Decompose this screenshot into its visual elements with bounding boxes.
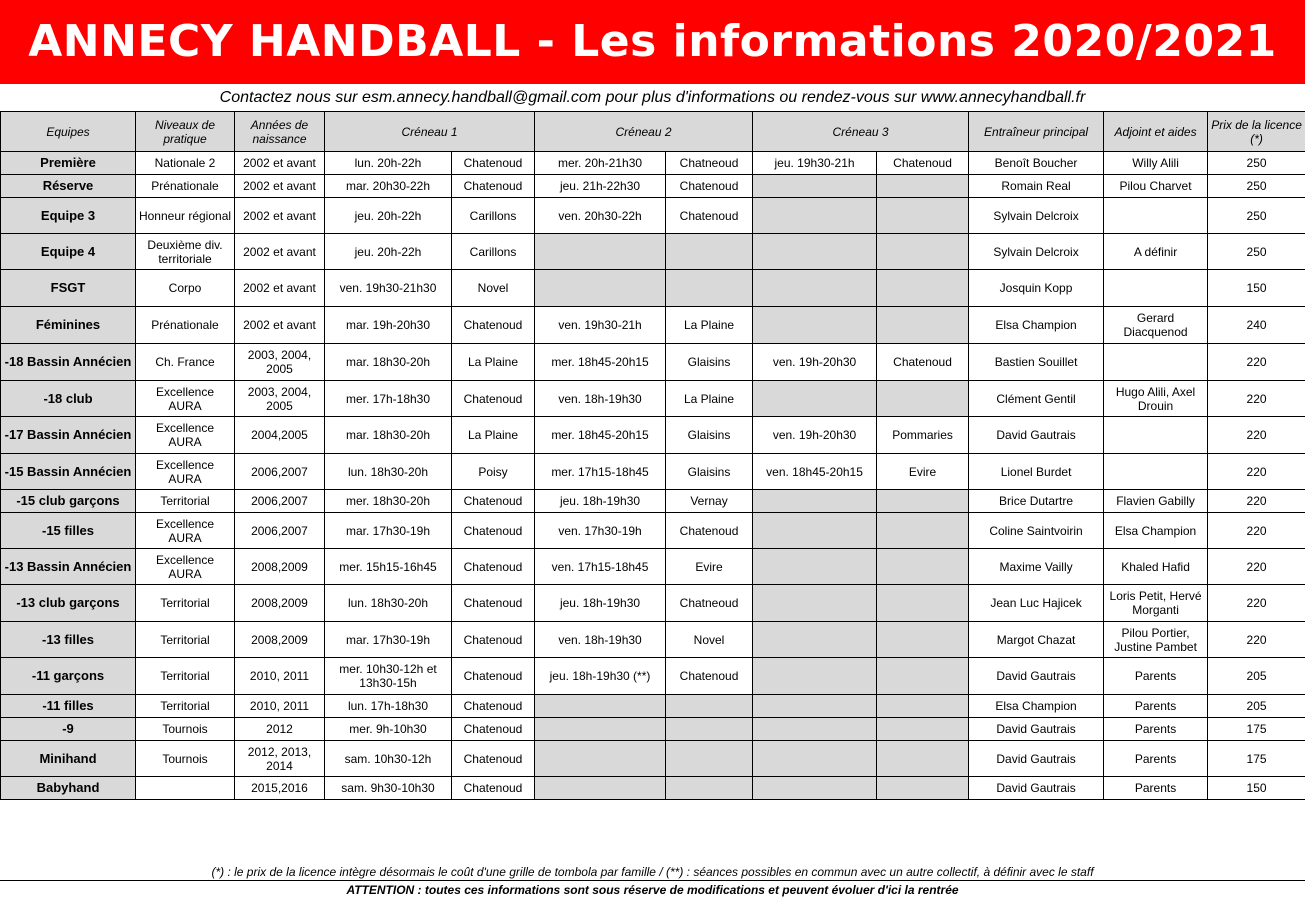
creneau2-time-cell: mer. 17h15-18h45: [535, 454, 666, 490]
creneau3-time-cell: [753, 513, 877, 549]
table-row: [1, 381, 1305, 417]
creneau1-place-cell: Poisy: [452, 454, 535, 490]
assistant-cell: Parents: [1104, 741, 1208, 777]
creneau2-time-cell: [535, 777, 666, 800]
coach-cell: Margot Chazat: [969, 622, 1104, 658]
price-cell: 250: [1208, 152, 1305, 175]
years-cell: 2002 et avant: [235, 270, 325, 307]
team-cell: -15 Bassin Annécien: [1, 454, 136, 490]
creneau2-place-cell: Chatenoud: [666, 658, 753, 695]
creneau2-time-cell: ven. 20h30-22h: [535, 198, 666, 234]
table-row: [1, 307, 1305, 344]
creneau1-time-cell: mar. 20h30-22h: [325, 175, 452, 198]
creneau2-place-cell: La Plaine: [666, 381, 753, 417]
creneau3-place-cell: [877, 270, 969, 307]
table-row: [1, 513, 1305, 549]
creneau1-time-cell: sam. 9h30-10h30: [325, 777, 452, 800]
creneau2-time-cell: ven. 19h30-21h: [535, 307, 666, 344]
level-cell: Excellence AURA: [136, 549, 235, 585]
creneau2-place-cell: Glaisins: [666, 344, 753, 381]
price-cell: 220: [1208, 585, 1305, 622]
table-row: [1, 490, 1305, 513]
creneau1-time-cell: lun. 17h-18h30: [325, 695, 452, 718]
creneau2-time-cell: mer. 18h45-20h15: [535, 417, 666, 454]
creneau3-place-cell: [877, 198, 969, 234]
header-creneau-3: Créneau 3: [753, 112, 969, 152]
creneau3-place-cell: [877, 585, 969, 622]
coach-cell: Maxime Vailly: [969, 549, 1104, 585]
creneau1-time-cell: jeu. 20h-22h: [325, 198, 452, 234]
creneau1-place-cell: Chatenoud: [452, 695, 535, 718]
creneau1-time-cell: mar. 18h30-20h: [325, 344, 452, 381]
header-equipes: Equipes: [1, 112, 136, 152]
creneau3-time-cell: [753, 490, 877, 513]
assistant-cell: Gerard Diacquenod: [1104, 307, 1208, 344]
price-cell: 175: [1208, 718, 1305, 741]
years-cell: 2002 et avant: [235, 152, 325, 175]
level-cell: Excellence AURA: [136, 513, 235, 549]
creneau1-place-cell: Chatenoud: [452, 381, 535, 417]
creneau1-place-cell: Chatenoud: [452, 658, 535, 695]
years-cell: 2002 et avant: [235, 198, 325, 234]
team-cell: FSGT: [1, 270, 136, 307]
header-entraineur: Entraîneur principal: [969, 112, 1104, 152]
creneau2-time-cell: jeu. 18h-19h30: [535, 585, 666, 622]
creneau3-time-cell: ven. 18h45-20h15: [753, 454, 877, 490]
level-cell: Territorial: [136, 622, 235, 658]
assistant-cell: Pilou Portier, Justine Pambet: [1104, 622, 1208, 658]
coach-cell: Lionel Burdet: [969, 454, 1104, 490]
creneau3-time-cell: [753, 695, 877, 718]
coach-cell: Josquin Kopp: [969, 270, 1104, 307]
level-cell: Prénationale: [136, 175, 235, 198]
table-row: [1, 777, 1305, 800]
creneau3-place-cell: Pommaries: [877, 417, 969, 454]
table-row: [1, 585, 1305, 622]
creneau3-time-cell: [753, 198, 877, 234]
coach-cell: Coline Saintvoirin: [969, 513, 1104, 549]
years-cell: 2012, 2013, 2014: [235, 741, 325, 777]
coach-cell: David Gautrais: [969, 658, 1104, 695]
coach-cell: Romain Real: [969, 175, 1104, 198]
team-cell: -11 garçons: [1, 658, 136, 695]
level-cell: Territorial: [136, 490, 235, 513]
price-cell: 220: [1208, 549, 1305, 585]
creneau2-place-cell: Chatneoud: [666, 585, 753, 622]
assistant-cell: Elsa Champion: [1104, 513, 1208, 549]
coach-cell: Elsa Champion: [969, 307, 1104, 344]
coach-cell: Jean Luc Hajicek: [969, 585, 1104, 622]
creneau3-time-cell: [753, 270, 877, 307]
years-cell: 2006,2007: [235, 490, 325, 513]
creneau2-time-cell: jeu. 18h-19h30: [535, 490, 666, 513]
level-cell: Territorial: [136, 658, 235, 695]
level-cell: Excellence AURA: [136, 417, 235, 454]
creneau1-time-cell: mar. 17h30-19h: [325, 622, 452, 658]
price-cell: 220: [1208, 454, 1305, 490]
creneau1-time-cell: mar. 17h30-19h: [325, 513, 452, 549]
price-cell: 250: [1208, 198, 1305, 234]
coach-cell: Benoît Boucher: [969, 152, 1104, 175]
creneau1-place-cell: Chatenoud: [452, 490, 535, 513]
years-cell: 2012: [235, 718, 325, 741]
assistant-cell: [1104, 270, 1208, 307]
creneau1-time-cell: lun. 18h30-20h: [325, 585, 452, 622]
team-cell: Réserve: [1, 175, 136, 198]
header-creneau-2: Créneau 2: [535, 112, 753, 152]
assistant-cell: [1104, 454, 1208, 490]
assistant-cell: Parents: [1104, 718, 1208, 741]
years-cell: 2008,2009: [235, 549, 325, 585]
years-cell: 2010, 2011: [235, 658, 325, 695]
assistant-cell: Parents: [1104, 658, 1208, 695]
creneau3-time-cell: ven. 19h-20h30: [753, 344, 877, 381]
assistant-cell: Parents: [1104, 695, 1208, 718]
creneau3-place-cell: Evire: [877, 454, 969, 490]
creneau2-place-cell: Vernay: [666, 490, 753, 513]
years-cell: 2003, 2004, 2005: [235, 381, 325, 417]
team-cell: -18 club: [1, 381, 136, 417]
assistant-cell: [1104, 417, 1208, 454]
creneau1-time-cell: jeu. 20h-22h: [325, 234, 452, 270]
team-cell: -13 filles: [1, 622, 136, 658]
creneau2-time-cell: [535, 718, 666, 741]
page-title: ANNECY HANDBALL - Les informations 2020/2021: [0, 0, 1305, 84]
years-cell: 2008,2009: [235, 622, 325, 658]
creneau3-time-cell: [753, 658, 877, 695]
header-adjoint: Adjoint et aides: [1104, 112, 1208, 152]
creneau3-time-cell: [753, 549, 877, 585]
assistant-cell: A définir: [1104, 234, 1208, 270]
creneau1-time-cell: mer. 10h30-12h et 13h30-15h: [325, 658, 452, 695]
coach-cell: David Gautrais: [969, 777, 1104, 800]
creneau2-time-cell: ven. 17h30-19h: [535, 513, 666, 549]
coach-cell: Clément Gentil: [969, 381, 1104, 417]
table-row: [1, 549, 1305, 585]
level-cell: Honneur régional: [136, 198, 235, 234]
assistant-cell: [1104, 344, 1208, 381]
creneau3-place-cell: [877, 234, 969, 270]
creneau2-time-cell: ven. 17h15-18h45: [535, 549, 666, 585]
creneau2-place-cell: Chatenoud: [666, 175, 753, 198]
creneau3-place-cell: Chatenoud: [877, 152, 969, 175]
coach-cell: Sylvain Delcroix: [969, 234, 1104, 270]
creneau3-time-cell: [753, 381, 877, 417]
creneau1-time-cell: mer. 9h-10h30: [325, 718, 452, 741]
header-niveaux: Niveaux de pratique: [136, 112, 235, 152]
coach-cell: Sylvain Delcroix: [969, 198, 1104, 234]
creneau3-place-cell: [877, 695, 969, 718]
creneau2-place-cell: La Plaine: [666, 307, 753, 344]
creneau2-place-cell: Glaisins: [666, 454, 753, 490]
creneau3-time-cell: [753, 585, 877, 622]
team-cell: -17 Bassin Annécien: [1, 417, 136, 454]
table-row: [1, 622, 1305, 658]
price-cell: 150: [1208, 777, 1305, 800]
creneau3-place-cell: [877, 175, 969, 198]
team-cell: -13 club garçons: [1, 585, 136, 622]
contact-line: Contactez nous sur esm.annecy.handball@gmail.com pour plus d'informations ou rendez-vous sur www.annecyhandball.fr: [219, 89, 1086, 106]
table-row: [1, 152, 1305, 175]
creneau2-place-cell: Novel: [666, 622, 753, 658]
creneau2-place-cell: Glaisins: [666, 417, 753, 454]
price-cell: 205: [1208, 695, 1305, 718]
creneau1-place-cell: Chatenoud: [452, 741, 535, 777]
assistant-cell: Hugo Alili, Axel Drouin: [1104, 381, 1208, 417]
creneau2-time-cell: ven. 18h-19h30: [535, 622, 666, 658]
years-cell: 2010, 2011: [235, 695, 325, 718]
creneau1-place-cell: Carillons: [452, 234, 535, 270]
creneau2-place-cell: Chatneoud: [666, 152, 753, 175]
price-cell: 220: [1208, 417, 1305, 454]
level-cell: Corpo: [136, 270, 235, 307]
creneau3-place-cell: Chatenoud: [877, 344, 969, 381]
team-cell: Equipe 3: [1, 198, 136, 234]
years-cell: 2015,2016: [235, 777, 325, 800]
level-cell: Territorial: [136, 585, 235, 622]
creneau3-time-cell: jeu. 19h30-21h: [753, 152, 877, 175]
assistant-cell: Flavien Gabilly: [1104, 490, 1208, 513]
level-cell: Tournois: [136, 718, 235, 741]
creneau1-place-cell: Carillons: [452, 198, 535, 234]
creneau1-time-cell: mer. 18h30-20h: [325, 490, 452, 513]
level-cell: Tournois: [136, 741, 235, 777]
assistant-cell: Khaled Hafid: [1104, 549, 1208, 585]
creneau1-time-cell: mer. 17h-18h30: [325, 381, 452, 417]
creneau2-place-cell: Evire: [666, 549, 753, 585]
table-row: [1, 344, 1305, 381]
years-cell: 2004,2005: [235, 417, 325, 454]
price-cell: 175: [1208, 741, 1305, 777]
team-cell: -15 filles: [1, 513, 136, 549]
creneau2-time-cell: mer. 18h45-20h15: [535, 344, 666, 381]
creneau3-time-cell: [753, 175, 877, 198]
level-cell: Nationale 2: [136, 152, 235, 175]
creneau3-time-cell: [753, 622, 877, 658]
coach-cell: Bastien Souillet: [969, 344, 1104, 381]
table-row: [1, 234, 1305, 270]
assistant-cell: Pilou Charvet: [1104, 175, 1208, 198]
creneau2-place-cell: [666, 234, 753, 270]
creneau1-place-cell: Chatenoud: [452, 513, 535, 549]
creneau1-place-cell: La Plaine: [452, 417, 535, 454]
assistant-cell: Willy Alili: [1104, 152, 1208, 175]
team-cell: -18 Bassin Annécien: [1, 344, 136, 381]
price-cell: 150: [1208, 270, 1305, 307]
creneau2-time-cell: mer. 20h-21h30: [535, 152, 666, 175]
creneau3-time-cell: ven. 19h-20h30: [753, 417, 877, 454]
creneau3-place-cell: [877, 777, 969, 800]
creneau3-place-cell: [877, 307, 969, 344]
price-cell: 220: [1208, 513, 1305, 549]
assistant-cell: Parents: [1104, 777, 1208, 800]
creneau2-place-cell: [666, 777, 753, 800]
creneau1-time-cell: mer. 15h15-16h45: [325, 549, 452, 585]
creneau2-place-cell: [666, 741, 753, 777]
years-cell: 2008,2009: [235, 585, 325, 622]
assistant-cell: [1104, 198, 1208, 234]
creneau2-place-cell: [666, 695, 753, 718]
creneau1-place-cell: Chatenoud: [452, 777, 535, 800]
team-cell: -13 Bassin Annécien: [1, 549, 136, 585]
creneau1-place-cell: La Plaine: [452, 344, 535, 381]
assistant-cell: Loris Petit, Hervé Morganti: [1104, 585, 1208, 622]
team-cell: Minihand: [1, 741, 136, 777]
team-cell: -9: [1, 718, 136, 741]
table-header-row: [1, 112, 1305, 152]
coach-cell: David Gautrais: [969, 718, 1104, 741]
creneau2-time-cell: [535, 234, 666, 270]
table-row: [1, 695, 1305, 718]
creneau2-time-cell: jeu. 21h-22h30: [535, 175, 666, 198]
table-row: [1, 658, 1305, 695]
table-row: [1, 718, 1305, 741]
creneau3-place-cell: [877, 741, 969, 777]
team-cell: Première: [1, 152, 136, 175]
price-cell: 220: [1208, 381, 1305, 417]
coach-cell: Elsa Champion: [969, 695, 1104, 718]
creneau1-place-cell: Chatenoud: [452, 175, 535, 198]
creneau2-time-cell: [535, 270, 666, 307]
level-cell: Territorial: [136, 695, 235, 718]
creneau1-time-cell: ven. 19h30-21h30: [325, 270, 452, 307]
level-cell: Ch. France: [136, 344, 235, 381]
creneau3-place-cell: [877, 622, 969, 658]
price-cell: 220: [1208, 490, 1305, 513]
price-cell: 240: [1208, 307, 1305, 344]
creneau1-place-cell: Chatenoud: [452, 152, 535, 175]
table-body: [1, 152, 1305, 800]
coach-cell: David Gautrais: [969, 741, 1104, 777]
table-row: [1, 198, 1305, 234]
creneau1-time-cell: lun. 18h30-20h: [325, 454, 452, 490]
creneau3-place-cell: [877, 381, 969, 417]
creneau1-place-cell: Chatenoud: [452, 307, 535, 344]
creneau3-time-cell: [753, 718, 877, 741]
warning-note: ATTENTION : toutes ces informations sont sous réserve de modifications et peuvent évoluer d'ici la rentrée: [346, 883, 959, 897]
header-creneau-1: Créneau 1: [325, 112, 535, 152]
creneau2-place-cell: Chatenoud: [666, 198, 753, 234]
creneau2-place-cell: [666, 270, 753, 307]
creneau3-time-cell: [753, 741, 877, 777]
years-cell: 2002 et avant: [235, 307, 325, 344]
creneau2-time-cell: jeu. 18h-19h30 (**): [535, 658, 666, 695]
price-cell: 205: [1208, 658, 1305, 695]
creneau2-time-cell: ven. 18h-19h30: [535, 381, 666, 417]
team-cell: -11 filles: [1, 695, 136, 718]
creneau1-time-cell: mar. 19h-20h30: [325, 307, 452, 344]
creneau2-place-cell: Chatenoud: [666, 513, 753, 549]
creneau1-place-cell: Chatenoud: [452, 585, 535, 622]
level-cell: Excellence AURA: [136, 381, 235, 417]
creneau1-time-cell: mar. 18h30-20h: [325, 417, 452, 454]
footnote: (*) : le prix de la licence intègre désormais le coût d'une grille de tombola par famille / (**) : séances possibles en commun avec un autre collectif, à définir avec le staff: [0, 863, 1305, 881]
table-row: [1, 417, 1305, 454]
team-cell: Equipe 4: [1, 234, 136, 270]
creneau3-place-cell: [877, 658, 969, 695]
years-cell: 2003, 2004, 2005: [235, 344, 325, 381]
creneau1-place-cell: Chatenoud: [452, 549, 535, 585]
price-cell: 220: [1208, 622, 1305, 658]
years-cell: 2006,2007: [235, 454, 325, 490]
creneau3-place-cell: [877, 718, 969, 741]
creneau1-place-cell: Chatenoud: [452, 622, 535, 658]
creneau1-place-cell: Chatenoud: [452, 718, 535, 741]
team-cell: Féminines: [1, 307, 136, 344]
price-cell: 220: [1208, 344, 1305, 381]
years-cell: 2002 et avant: [235, 175, 325, 198]
coach-cell: Brice Dutartre: [969, 490, 1104, 513]
level-cell: [136, 777, 235, 800]
table-row: [1, 175, 1305, 198]
level-cell: Excellence AURA: [136, 454, 235, 490]
creneau3-place-cell: [877, 490, 969, 513]
creneau1-time-cell: sam. 10h30-12h: [325, 741, 452, 777]
coach-cell: David Gautrais: [969, 417, 1104, 454]
creneau3-time-cell: [753, 234, 877, 270]
table-row: [1, 270, 1305, 307]
creneau3-place-cell: [877, 549, 969, 585]
header-prix: Prix de la licence (*): [1208, 112, 1305, 152]
creneau1-time-cell: lun. 20h-22h: [325, 152, 452, 175]
price-cell: 250: [1208, 234, 1305, 270]
creneau2-place-cell: [666, 718, 753, 741]
creneau2-time-cell: [535, 695, 666, 718]
table-row: [1, 741, 1305, 777]
level-cell: Prénationale: [136, 307, 235, 344]
creneau3-time-cell: [753, 307, 877, 344]
creneau1-place-cell: Novel: [452, 270, 535, 307]
level-cell: Deuxième div. territoriale: [136, 234, 235, 270]
creneau3-time-cell: [753, 777, 877, 800]
years-cell: 2002 et avant: [235, 234, 325, 270]
team-cell: -15 club garçons: [1, 490, 136, 513]
price-cell: 250: [1208, 175, 1305, 198]
header-annees: Années de naissance: [235, 112, 325, 152]
creneau3-place-cell: [877, 513, 969, 549]
schedule-table: [0, 111, 1305, 800]
creneau2-time-cell: [535, 741, 666, 777]
table-row: [1, 454, 1305, 490]
years-cell: 2006,2007: [235, 513, 325, 549]
team-cell: Babyhand: [1, 777, 136, 800]
